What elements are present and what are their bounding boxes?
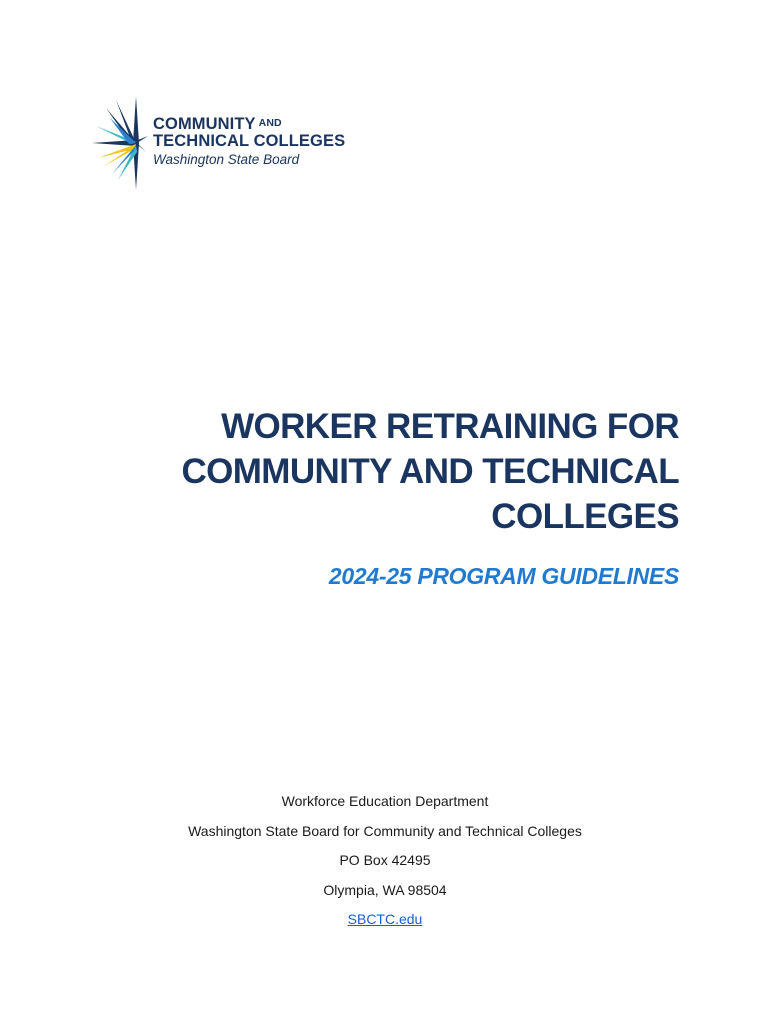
document-subtitle: 2024-25 PROGRAM GUIDELINES (328, 563, 679, 589)
logo-line-state-board: Washington State Board (153, 152, 300, 167)
website-link[interactable]: SBCTC.edu (347, 911, 423, 927)
logo-line-community (153, 115, 345, 133)
logo-community-text: COMMUNITY (153, 115, 256, 133)
organization-name: Washington State Board for Community and Technical Colleges (188, 822, 582, 839)
logo-line-technical-colleges: TECHNICAL COLLEGES (153, 132, 346, 150)
logo-and-text: AND (258, 117, 282, 129)
city-state-zip: Olympia, WA 98504 (323, 881, 447, 898)
website-row (0, 908, 770, 938)
title-line-1: WORKER RETRAINING FOR (221, 407, 679, 446)
title-line-2: COMMUNITY AND TECHNICAL (181, 452, 679, 491)
address-block (0, 790, 770, 938)
department-name: Workforce Education Department (281, 793, 489, 809)
starburst-logo-icon (92, 96, 148, 190)
logo-wordmark (153, 115, 345, 168)
title-block (159, 404, 679, 591)
title-line-3: COLLEGES (491, 497, 679, 536)
document-title (159, 404, 679, 539)
po-box: PO Box 42495 (339, 852, 431, 868)
sbctc-logo (92, 96, 362, 192)
